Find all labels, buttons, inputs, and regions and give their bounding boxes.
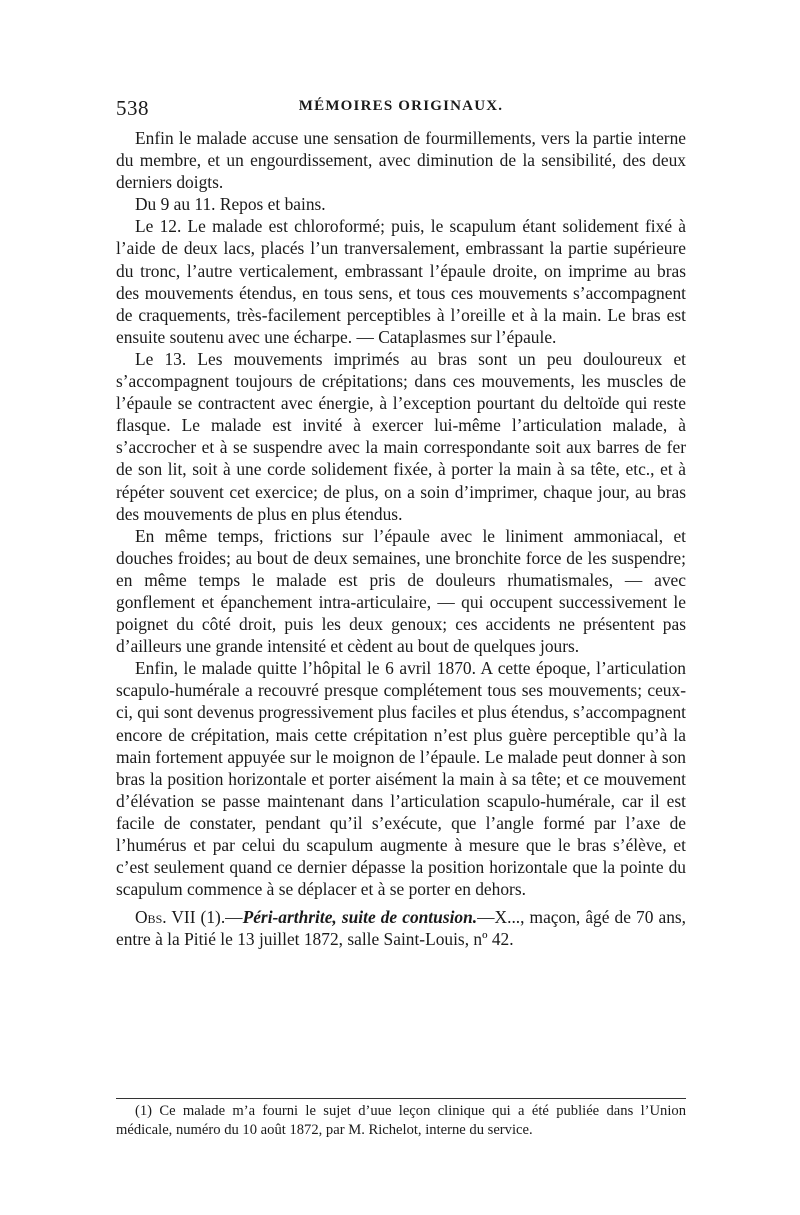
page-header <box>116 96 686 120</box>
paragraph: Enfin le malade accuse une sensation de fourmillements, vers la partie interne du membre, et un engourdissement, avec diminution de la sensibilité, des deux derniers doigts. <box>116 128 686 193</box>
running-title: MÉMOIRES ORIGINAUX. <box>298 98 504 114</box>
footnote <box>116 1102 686 1140</box>
footnote-divider <box>116 1098 686 1099</box>
paragraph: Le 12. Le malade est chloroformé; puis, le scapulum étant solidement fixé à l’aide de deux lacs, placés l’un tranversalement, embrassant la partie supérieure du tronc, l’autre verticalement, embrassant l’épaule droite, on imprime au bras des mouvements étendus, en tous sens, et tous ces mouvements s’accompagnent de craquements, très-facilement perceptibles à l’oreille et à la main. Le bras est ensuite soutenu avec une écharpe. — Cataplasmes sur l’épaule. <box>116 216 686 347</box>
body-text <box>116 127 686 950</box>
observation-text: —X..., maçon, âgé de 70 ans, entre à la Pitié le 13 juillet 1872, salle Saint-Louis, nº 42. <box>116 907 687 950</box>
observation-paragraph <box>116 906 686 950</box>
paragraph: Le 13. Les mouvements imprimés au bras sont un peu douloureux et s’accompagnent toujours de crépitations; dans ces mouvements, les muscles de l’épaule se contractent avec énergie, à l’exception pourtant du deltoïde qui reste flasque. Le malade est invité à exercer lui-même l’articulation malade, à s’accrocher et à se suspendre avec la main correspondante soit aux barres de fer de son lit, soit à une corde solidement fixée, à porter la main à sa tête, etc., et à répéter souvent cet exercice; de plus, on a soin d’imprimer, chaque jour, au bras des mouvements de plus en plus étendus. <box>116 348 686 524</box>
paragraph: En même temps, frictions sur l’épaule avec le liniment ammoniacal, et douches froides; au bout de deux semaines, une bronchite force de les suspendre; en même temps le malade est pris de douleurs rhumatismales, — avec gonflement et épanchement intra-articulaire, — qui occupent successivement le poignet du côté droit, puis les deux genoux; ces accidents ne présentent pas d’ailleurs une grande intensité et cèdent au bout de quelques jours. <box>116 525 686 657</box>
paragraph: Du 9 au 11. Repos et bains. <box>135 194 326 215</box>
observation-label: Obs. VII (1).— <box>135 907 243 928</box>
observation-title: Péri-arthrite, suite de contusion. <box>242 907 478 928</box>
page-number: 538 <box>116 96 149 120</box>
footnote-text: (1) Ce malade m’a fourni le sujet d’uue leçon clinique qui a été publiée dans l’Union médicale, numéro du 10 août 1872, par M. Richelot, interne du service. <box>116 1103 686 1138</box>
paragraph: Enfin, le malade quitte l’hôpital le 6 avril 1870. A cette époque, l’articulation scapulo-humérale a recouvré presque complétement tous ses mouvements; ceux-ci, qui sont devenus progressivement plus faciles et plus étendus, s’accompagnent encore de crépitation, mais cette crépitation n’est plus guère perceptible qu’à la main fortement appuyée sur le moignon de l’épaule. Le malade peut donner à son bras la position horizontale et porter aisément la main à sa tête; et ce mouvement d’élévation se passe maintenant dans l’articulation scapulo-humérale, car il est facile de constater, pendant qu’il s’exécute, que l’angle formé par l’axe de l’humérus et par celui du scapulum augmente à mesure que le bras s’élève, et c’est seulement quand ce dernier dépasse la position horizontale que la pointe du scapulum commence à se déplacer et à se porter en dehors. <box>116 658 686 900</box>
